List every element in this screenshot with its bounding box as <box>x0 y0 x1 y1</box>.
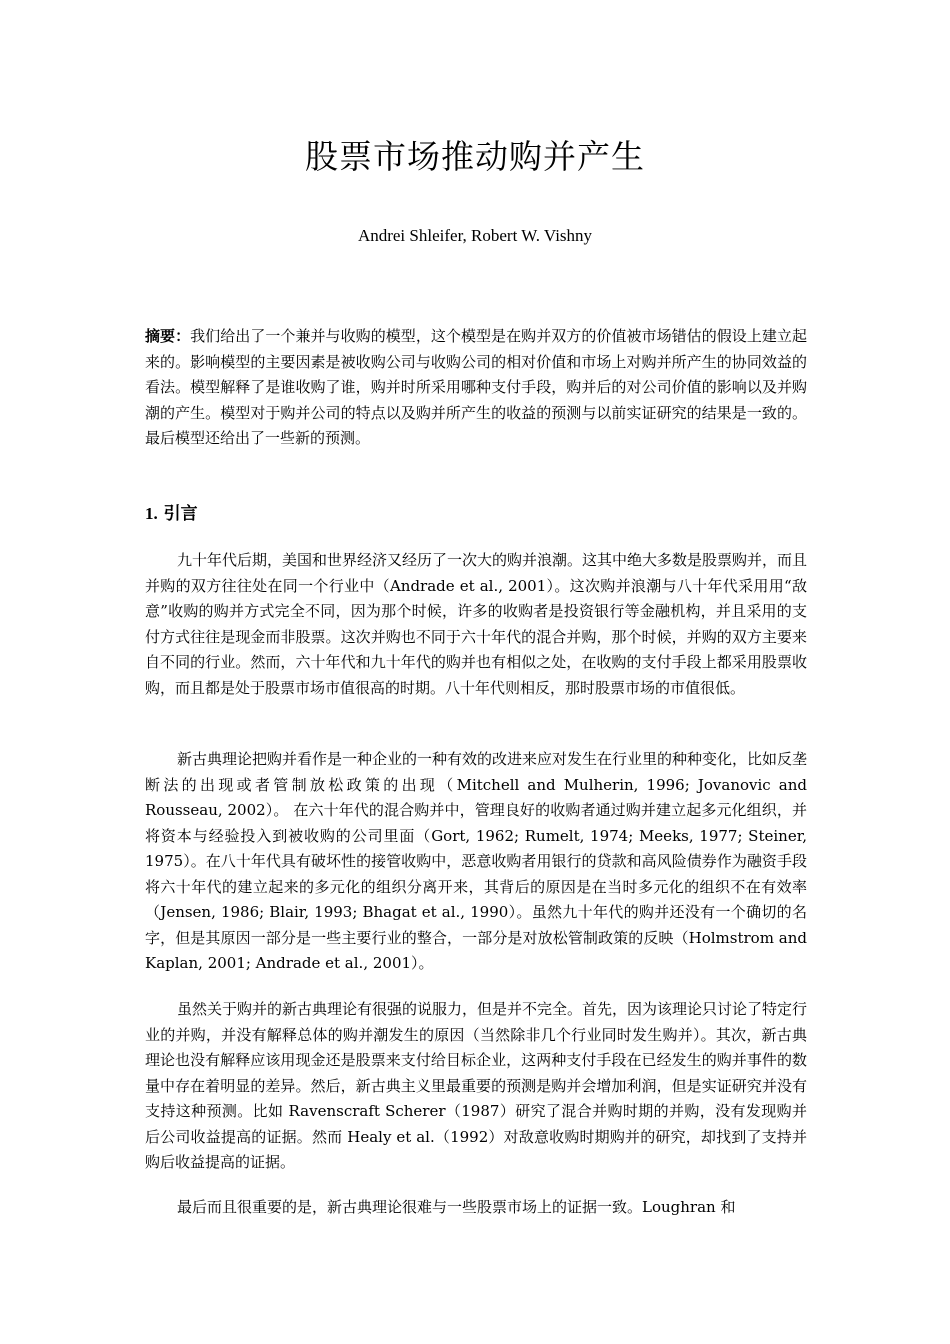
paper-title: 股票市场推动购并产生 <box>305 137 645 176</box>
author-line: Andrei Shleifer, Robert W. Vishny <box>357 226 593 245</box>
abstract <box>145 324 807 452</box>
section-title: 引言 <box>163 504 198 524</box>
abstract-text: 我们给出了一个兼并与收购的模型，这个模型是在购并双方的价值被市场错估的假设上建立起来的。影响模型的主要因素是被收购公司与收购公司的相对价值和市场上对购并所产生的协同效益的看法。模型解释了是谁收购了谁，购并时所采用哪种支付手段，购并后的对公司价值的影响以及并购潮的产生。模型对于购并公司的特点以及购并所产生的收益的预测与以前实证研究的结果是一致的。最后模型还给出了一些新的预测。 <box>145 327 807 447</box>
paragraph-3: 虽然关于购并的新古典理论有很强的说服力，但是并不完全。首先，因为该理论只讨论了特定行业的并购，并没有解释总体的购并潮发生的原因（当然除非几个行业同时发生购并）。其次，新古典理论也没有解释应该用现金还是股票来支付给目标企业，这两种支付手段在已经发生的购并事件的数量中存在着明显的差异。然后，新古典主义里最重要的预测是购并会增加利润，但是实证研究并没有支持这种预测。比如 Ravenscraft Scherer（1987）研究了混合并购时期的并购，没有发现购并后公司收益提高的证据。然而 Healy et al.（1992）对敌意收购时期购并的研究，却找到了支持并购后收益提高的证据。 <box>145 1000 808 1171</box>
paragraph-1: 九十年代后期，美国和世界经济又经历了一次大的购并浪潮。这其中绝大多数是股票购并，而且并购的双方往往处在同一个行业中（Andrade et al., 2001）。这次购并浪潮与八十年代采用用“敌意”收购的购并方式完全不同，因为那个时候，许多的收购者是投资银行等金融机构，并且采用的支付方式往往是现金而非股票。这次并购也不同于六十年代的混合并购，那个时候，并购的双方主要来自不同的行业。然而，六十年代和九十年代的购并也有相似之处，在收购的支付手段上都采用股票收购，而且都是处于股票市场市值很高的时期。八十年代则相反，那时股票市场的市值很低。 <box>145 551 808 697</box>
paragraph-4: 最后而且很重要的是，新古典理论很难与一些股票市场上的证据一致。Loughran 和 <box>177 1198 736 1216</box>
section-number: 1. <box>145 504 158 523</box>
section-heading <box>145 499 198 524</box>
paragraph-2: 新古典理论把购并看作是一种企业的一种有效的改进来应对发生在行业里的种种变化，比如反垄断法的出现或者管制放松政策的出现（Mitchell and Mulherin, 1996; Jovanovic and Rousseau, 2002）。 在六十年代的混合购并中，管理良好的收购者通过购并建立起多元化组织，并将资本与经验投入到被收购的公司里面（Gort, 1962; Rumelt, 1974; Meeks, 1977; Steiner, 1975）。在八十年代具有破坏性的接管收购中，恶意收购者用银行的贷款和高风险债券作为融资手段将六十年代的建立起来的多元化的组织分离开来，其背后的原因是在当时多元化的组织不在有效率（Jensen, 1986; Blair, 1993; Bhagat et al., 1990）。虽然九十年代的购并还没有一个确切的名字，但是其原因一部分是一些主要行业的整合，一部分是对放松管制政策的反映（Holmstrom and Kaplan, 2001; Andrade et al., 2001）。 <box>145 750 808 972</box>
abstract-label: 摘要： <box>145 327 191 345</box>
